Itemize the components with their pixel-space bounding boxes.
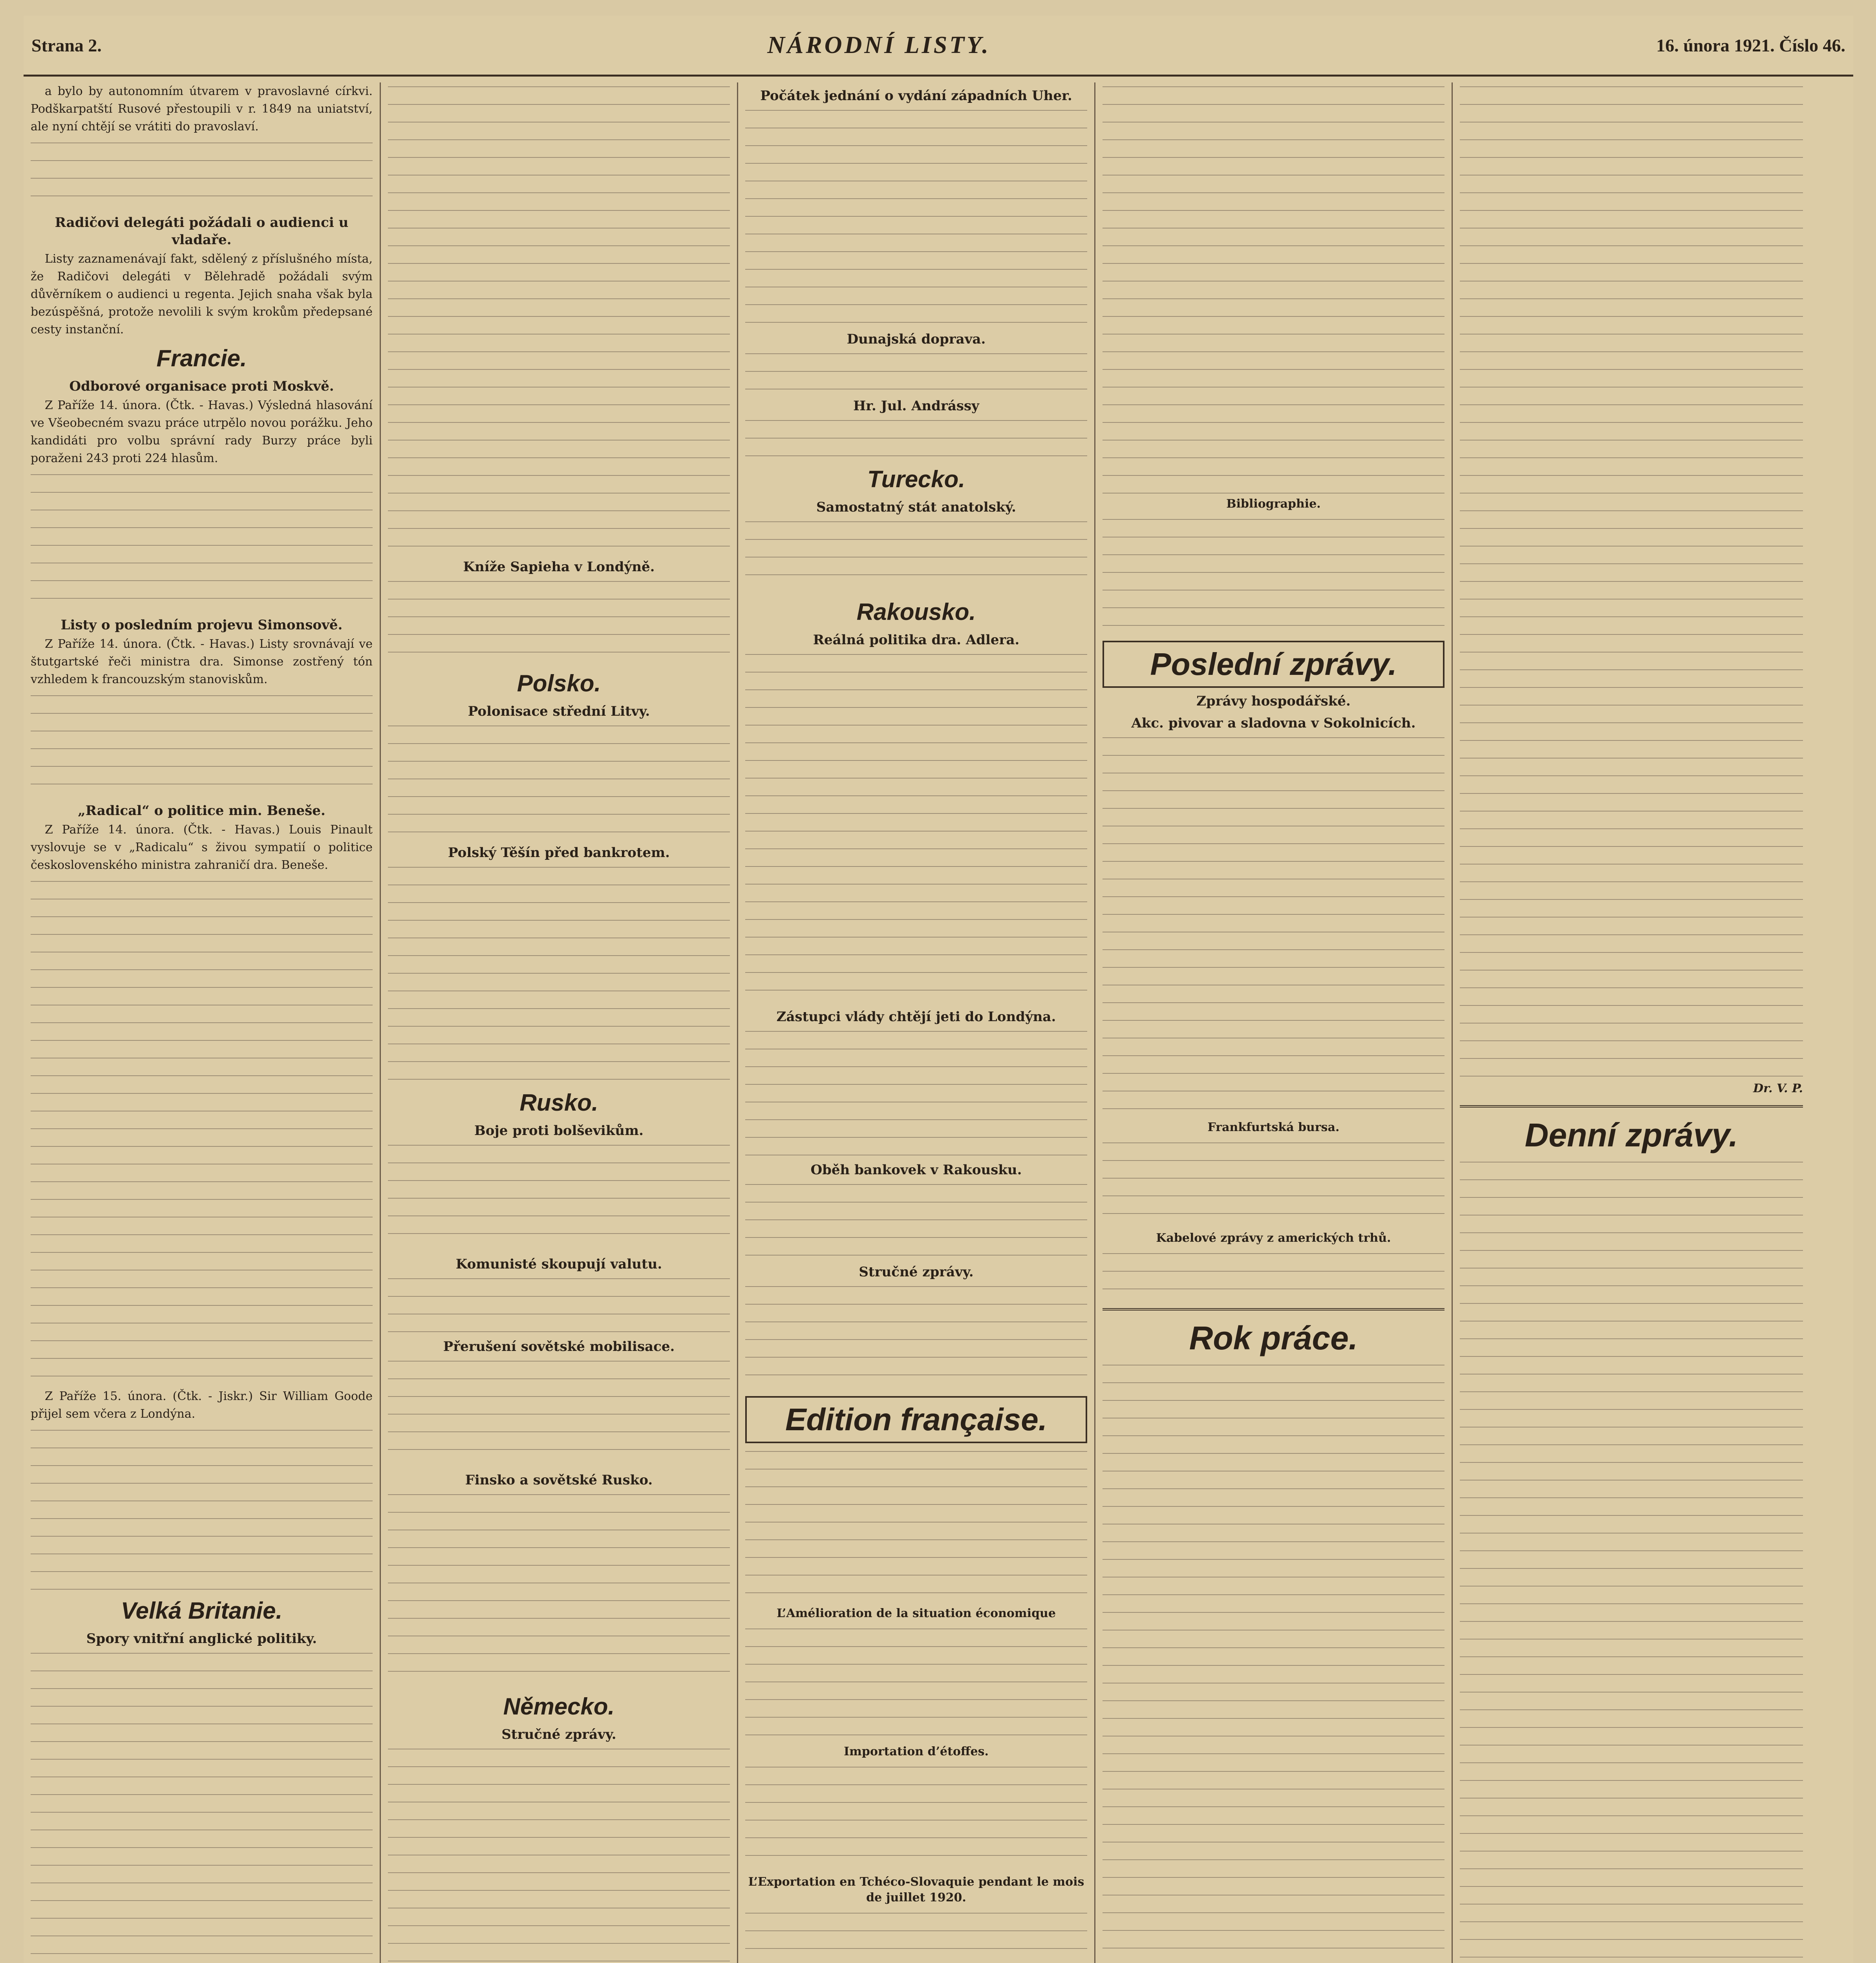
- section-heading: Polsko.: [517, 670, 601, 696]
- section-heading: Denní zprávy.: [1525, 1117, 1738, 1153]
- headline: „Radical“ o politice min. Beneše.: [78, 803, 325, 819]
- text-block: [745, 1180, 1087, 1259]
- text-block: [31, 1426, 373, 1591]
- text-block: [1103, 733, 1444, 1118]
- headline: Kabelové zprávy z amerických trhů.: [1156, 1231, 1391, 1245]
- divider: [1103, 1308, 1444, 1310]
- text-block: [745, 1027, 1087, 1157]
- text-block: [1103, 1249, 1444, 1300]
- text-block: [1103, 82, 1444, 495]
- section-banner: Edition française.: [745, 1396, 1087, 1443]
- text-block: [745, 1625, 1087, 1742]
- text-block: [745, 517, 1087, 592]
- text-block: [388, 722, 730, 839]
- headline: Dunajská doprava.: [847, 331, 986, 347]
- text-block: [388, 1357, 730, 1467]
- text-block: [1103, 1139, 1444, 1229]
- headline: Komunisté skoupují valutu.: [455, 1256, 662, 1272]
- columns: [24, 82, 1853, 1963]
- text-block: [1103, 1361, 1444, 1963]
- headline: L’Exportation en Tchéco-Slovaquie pendant le mois de juillet 1920.: [748, 1875, 1084, 1905]
- column-4: [1095, 82, 1453, 1963]
- newspaper-page: [24, 16, 1853, 1963]
- headline: Polonisace střední Litvy.: [468, 704, 650, 719]
- headline: Finsko a sovětské Rusko.: [465, 1472, 653, 1488]
- text-block: [745, 349, 1087, 393]
- text-block: [1460, 1158, 1803, 1963]
- headline: Akc. pivovar a sladovna v Sokolnicích.: [1131, 715, 1416, 731]
- text-block: [388, 82, 730, 554]
- text-block: [745, 1763, 1087, 1873]
- article-text: Z Paříže 14. února. (Čtk. - Havas.) Louis Pinault vyslovuje se v „Radicalu“ s živou sympatií o politice československého ministra zahraničí dra. Beneše.: [31, 823, 373, 872]
- text-block: [388, 1141, 730, 1251]
- text-block: [745, 1282, 1087, 1388]
- text-block: [388, 1274, 730, 1333]
- headline: Zástupci vlády chtějí jeti do Londýna.: [776, 1009, 1056, 1025]
- section-heading: Rusko.: [519, 1089, 598, 1116]
- headline: Polský Těšín před bankrotem.: [448, 845, 670, 861]
- text-block: [745, 416, 1087, 459]
- newspaper-title: NÁRODNÍ LISTY.: [767, 31, 991, 58]
- article-text: a bylo by autonomním útvarem v pravoslavné církvi. Podškarpatští Rusové přestoupili v r. 1849 na uniatství, ale nyní chtějí se vrátiti do pravoslaví.: [31, 84, 373, 133]
- issue-date: 16. února 1921. Číslo 46.: [1656, 35, 1845, 55]
- headline: Radičovi delegáti požádali o audienci u vladaře.: [55, 215, 349, 248]
- article-text: Listy zaznamenávají fakt, sdělený z příslušného místa, že Radičovi delegáti v Bělehradě požádali svým důvěrníkem o audienci u regenta. Jejich snaha však byla bezúspěšná, protože nevolili k svým krokům předepsané cesty instanční.: [31, 252, 373, 336]
- page-number: Strana 2.: [31, 35, 102, 55]
- text-block: [31, 1649, 373, 1963]
- headline: Frankfurtská bursa.: [1207, 1120, 1340, 1134]
- text-block: [745, 1909, 1087, 1963]
- headline: Bibliographie.: [1226, 497, 1321, 511]
- headline: Reálná politika dra. Adlera.: [813, 632, 1020, 648]
- column-3: [738, 82, 1095, 1963]
- headline: Importation d’étoffes.: [844, 1745, 989, 1758]
- headline: Zprávy hospodářské.: [1196, 693, 1351, 709]
- headline: Přerušení sovětské mobilisace.: [443, 1339, 675, 1354]
- text-block: [31, 691, 373, 797]
- headline: Boje proti bolševikům.: [474, 1123, 644, 1139]
- column-2: [381, 82, 738, 1963]
- section-heading: Francie.: [156, 345, 247, 371]
- text-block: [31, 470, 373, 612]
- text-block: [1103, 515, 1444, 633]
- headline: Samostatný stát anatolský.: [816, 499, 1017, 515]
- headline: Listy o posledním projevu Simonsově.: [60, 617, 343, 633]
- section-banner: Poslední zprávy.: [1103, 641, 1444, 688]
- headline: Stručné zprávy.: [859, 1264, 974, 1280]
- section-heading: Velká Britanie.: [121, 1597, 283, 1624]
- text-block: [745, 106, 1087, 326]
- section-heading: Německo.: [503, 1693, 615, 1720]
- headline: Stručné zprávy.: [501, 1727, 616, 1742]
- headline: Odborové organisace proti Moskvě.: [69, 378, 334, 394]
- article-text: Z Paříže 14. února. (Čtk. - Havas.) Listy srovnávají ve štutgartské řeči ministra dra. Simonse zostřený tón vzhledem k francouzským stanoviskům.: [31, 637, 373, 686]
- masthead: [24, 16, 1853, 77]
- headline: Počátek jednání o vydání západních Uher.: [760, 88, 1072, 104]
- article-text: Z Paříže 14. února. (Čtk. - Havas.) Výsledná hlasování ve Všeobecném svazu práce utrpělo novou porážku. Jeho kandidáti pro volbu správní rady Burzy práce byli poraženi 243 proti 224 hlasům.: [31, 398, 373, 465]
- column-1: [24, 82, 381, 1963]
- text-block: [31, 877, 373, 1387]
- text-block: [745, 1447, 1087, 1604]
- headline: Kníže Sapieha v Londýně.: [463, 559, 655, 575]
- signature: Dr. V. P.: [1753, 1082, 1803, 1095]
- text-block: [745, 650, 1087, 1003]
- headline: Hr. Jul. Andrássy: [853, 398, 979, 414]
- divider: [1460, 1105, 1803, 1108]
- text-block: [388, 1745, 730, 1963]
- headline: Oběh bankovek v Rakousku.: [810, 1162, 1022, 1178]
- text-block: [388, 1490, 730, 1687]
- text-block: [1460, 82, 1803, 1080]
- section-heading: Rakousko.: [856, 599, 976, 625]
- text-block: [388, 577, 730, 663]
- headline: Spory vnitřní anglické politiky.: [86, 1631, 317, 1647]
- text-block: [31, 139, 373, 209]
- column-5: [1453, 82, 1810, 1963]
- section-heading: Rok práce.: [1189, 1320, 1358, 1356]
- article-text: Z Paříže 15. února. (Čtk. - Jiskr.) Sir William Goode přijel sem včera z Londýna.: [31, 1389, 373, 1421]
- text-block: [388, 863, 730, 1083]
- section-heading: Turecko.: [867, 466, 965, 492]
- headline: L’Amélioration de la situation économique: [777, 1607, 1056, 1620]
